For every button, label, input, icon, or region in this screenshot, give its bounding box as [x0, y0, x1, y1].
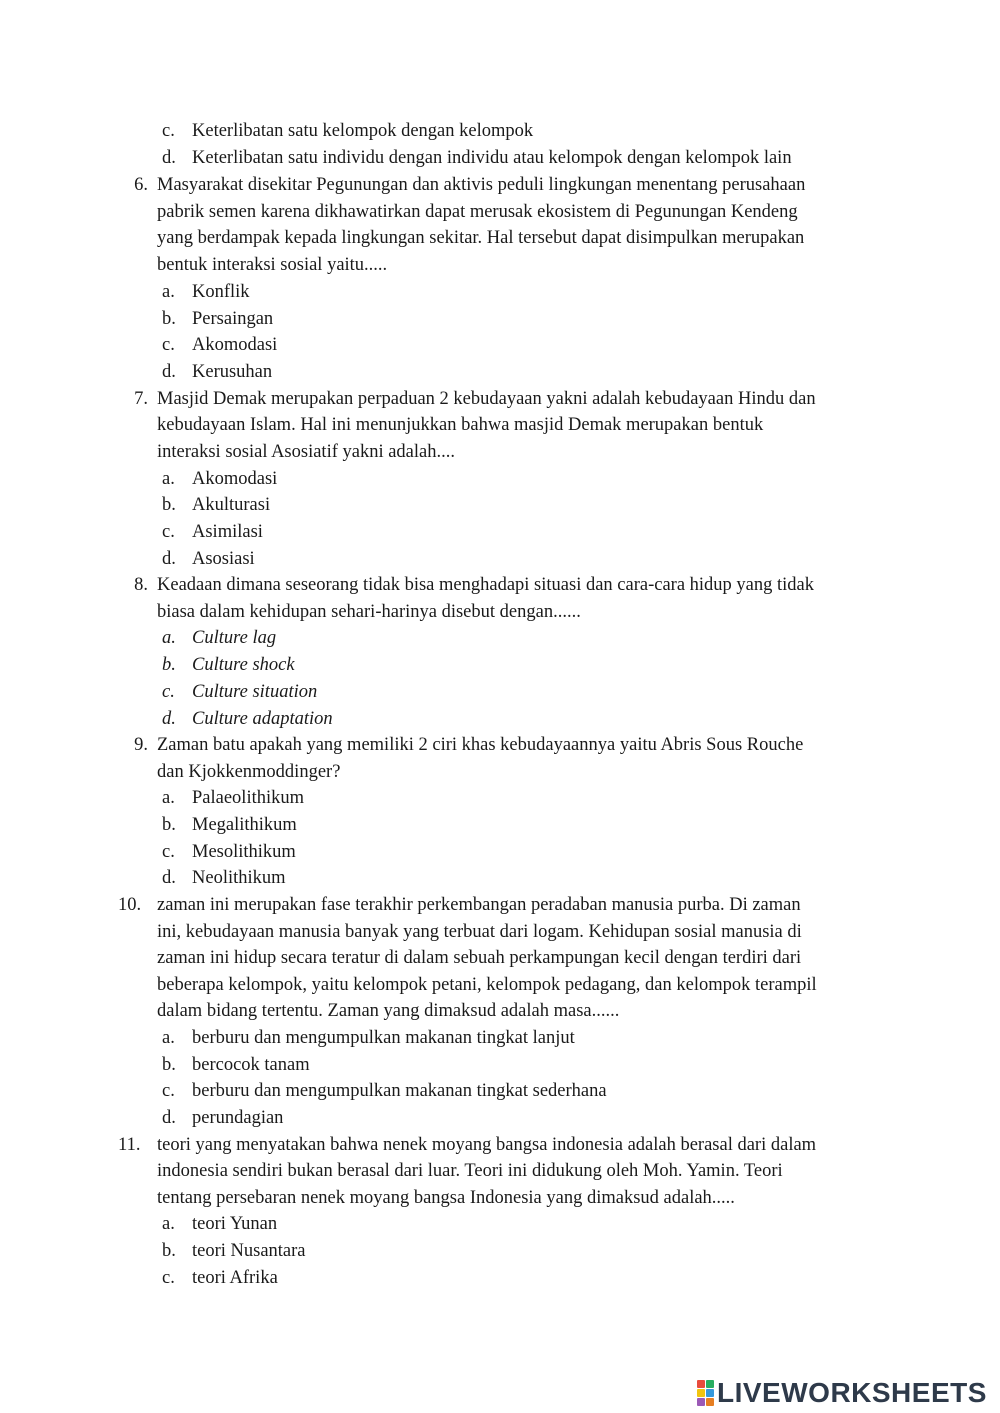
- question-number: 8.: [134, 575, 148, 595]
- option-letter: c.: [162, 522, 175, 542]
- question-text-line: Masjid Demak merupakan perpaduan 2 kebudayaan yakni adalah kebudayaan Hindu dan: [157, 389, 816, 409]
- question-text-line: ini, kebudayaan manusia banyak yang terbuat dari logam. Kehidupan sosial manusia di: [157, 922, 802, 942]
- question-text-line: zaman ini merupakan fase terakhir perkembangan peradaban manusia purba. Di zaman: [157, 895, 801, 915]
- option-letter: b.: [162, 1241, 176, 1261]
- question-text-line: dan Kjokkenmoddinger?: [157, 762, 341, 782]
- option-text: Mesolithikum: [192, 842, 296, 862]
- logo-cell: [697, 1389, 705, 1397]
- question-text-line: teori yang menyatakan bahwa nenek moyang bangsa indonesia adalah berasal dari dalam: [157, 1135, 817, 1155]
- option-text: Akulturasi: [192, 495, 271, 515]
- liveworksheets-logo-icon: [697, 1380, 714, 1406]
- option-text: Akomodasi: [192, 335, 278, 355]
- question-text-line: Masyarakat disekitar Pegunungan dan aktivis peduli lingkungan menentang perusahaan: [157, 175, 806, 195]
- option-text: Konflik: [192, 282, 250, 302]
- option-letter: d.: [162, 868, 176, 888]
- question-number: 6.: [134, 175, 148, 195]
- option-letter: c.: [162, 1081, 175, 1101]
- option-text: Culture shock: [192, 655, 295, 675]
- option-letter: d.: [162, 709, 176, 729]
- option-letter: d.: [162, 1108, 176, 1128]
- option-text: teori Nusantara: [192, 1241, 306, 1261]
- option-text: Culture lag: [192, 628, 277, 648]
- option-letter: b.: [162, 1055, 176, 1075]
- logo-cell: [706, 1389, 714, 1397]
- option-letter: c.: [162, 335, 175, 355]
- option-text: berburu dan mengumpulkan makanan tingkat lanjut: [192, 1028, 575, 1048]
- question-text-line: pabrik semen karena dikhawatirkan dapat merusak ekosistem di Pegunungan Kendeng: [157, 202, 798, 222]
- option-text: teori Afrika: [192, 1268, 278, 1288]
- option-text: Megalithikum: [192, 815, 297, 835]
- question-text-line: indonesia sendiri bukan berasal dari luar. Teori ini didukung oleh Moh. Yamin. Teori: [157, 1161, 783, 1181]
- option-text: Culture adaptation: [192, 709, 333, 729]
- logo-cell: [697, 1380, 705, 1388]
- option-letter: a.: [162, 1214, 175, 1234]
- option-text: Asimilasi: [192, 522, 263, 542]
- option-letter: b.: [162, 655, 176, 675]
- logo-cell: [697, 1398, 705, 1406]
- option-letter: d.: [162, 362, 176, 382]
- option-text: bercocok tanam: [192, 1055, 310, 1075]
- question-text-line: yang berdampak kepada lingkungan sekitar. Hal tersebut dapat disimpulkan merupakan: [157, 228, 805, 248]
- option-text: Asosiasi: [192, 549, 255, 569]
- question-text-line: tentang persebaran nenek moyang bangsa Indonesia yang dimaksud adalah.....: [157, 1188, 735, 1208]
- option-letter: a.: [162, 1028, 175, 1048]
- logo-cell: [706, 1380, 714, 1388]
- option-text: perundagian: [192, 1108, 284, 1128]
- option-text: Persaingan: [192, 309, 274, 329]
- option-text: Keterlibatan satu kelompok dengan kelompok: [192, 121, 534, 141]
- question-text-line: Keadaan dimana seseorang tidak bisa menghadapi situasi dan cara-cara hidup yang tidak: [157, 575, 815, 595]
- option-letter: b.: [162, 309, 176, 329]
- option-letter: a.: [162, 788, 175, 808]
- option-text: Palaeolithikum: [192, 788, 305, 808]
- option-letter: b.: [162, 815, 176, 835]
- option-letter: c.: [162, 121, 175, 141]
- question-text-line: zaman ini hidup secara teratur di dalam sebuah perkampungan kecil dengan terdiri dari: [157, 948, 802, 968]
- question-text-line: Zaman batu apakah yang memiliki 2 ciri khas kebudayaannya yaitu Abris Sous Rouche: [157, 735, 804, 755]
- option-letter: a.: [162, 628, 176, 648]
- option-text: teori Yunan: [192, 1214, 278, 1234]
- option-text: Keterlibatan satu individu dengan individu atau kelompok dengan kelompok lain: [192, 148, 792, 168]
- option-letter: c.: [162, 1268, 175, 1288]
- option-letter: c.: [162, 842, 175, 862]
- option-letter: d.: [162, 148, 176, 168]
- question-text-line: biasa dalam kehidupan sehari-harinya disebut dengan......: [157, 602, 581, 622]
- option-letter: d.: [162, 549, 176, 569]
- question-number: 7.: [134, 389, 148, 409]
- question-text-line: kebudayaan Islam. Hal ini menunjukkan bahwa masjid Demak merupakan bentuk: [157, 415, 764, 435]
- question-text-line: beberapa kelompok, yaitu kelompok petani, kelompok pedagang, dan kelompok terampil: [157, 975, 817, 995]
- option-letter: a.: [162, 282, 175, 302]
- option-text: Kerusuhan: [192, 362, 273, 382]
- brand-text: LIVEWORKSHEETS: [717, 1377, 987, 1408]
- option-text: Neolithikum: [192, 868, 286, 888]
- question-number: 9.: [134, 735, 148, 755]
- question-text-line: bentuk interaksi sosial yaitu.....: [157, 255, 388, 275]
- option-letter: a.: [162, 469, 175, 489]
- option-letter: b.: [162, 495, 176, 515]
- option-text: berburu dan mengumpulkan makanan tingkat sederhana: [192, 1081, 607, 1101]
- question-number: 11.: [118, 1135, 141, 1155]
- logo-cell: [706, 1398, 714, 1406]
- question-text-line: dalam bidang tertentu. Zaman yang dimaksud adalah masa......: [157, 1001, 620, 1021]
- option-letter: c.: [162, 682, 175, 702]
- option-text: Akomodasi: [192, 469, 278, 489]
- liveworksheets-watermark[interactable]: [697, 1376, 987, 1410]
- question-text-line: interaksi sosial Asosiatif yakni adalah....: [157, 442, 455, 462]
- option-text: Culture situation: [192, 682, 318, 702]
- question-number: 10.: [118, 895, 142, 915]
